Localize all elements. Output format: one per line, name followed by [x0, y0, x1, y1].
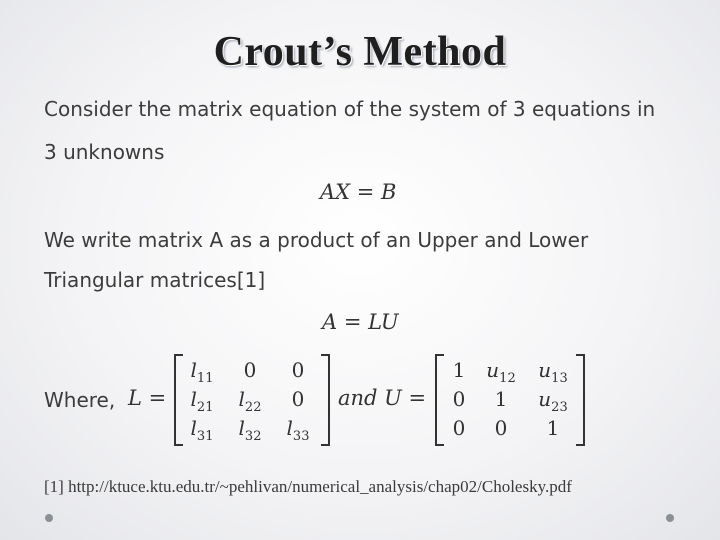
bullet-dot-right: [666, 514, 674, 522]
matrix-entry: 0: [452, 387, 466, 411]
bullet-dot-left: [45, 514, 53, 522]
right-bracket: [321, 354, 330, 446]
lu-text-line-2: Triangular matrices[1]: [44, 268, 266, 292]
matrix-entry: 1: [494, 387, 508, 411]
matrix-entry: 0: [452, 416, 466, 440]
l-matrix: [174, 354, 330, 442]
matrix-entry: $l_{22}$: [238, 387, 262, 415]
matrix-entry: 0: [291, 387, 305, 411]
matrix-entry: $u_{13}$: [538, 358, 568, 386]
matrix-entry: $u_{12}$: [486, 358, 516, 386]
matrix-entry: 0: [291, 358, 305, 382]
where-label: Where,: [44, 388, 116, 412]
right-bracket: [576, 354, 585, 446]
matrix-entry: $l_{32}$: [238, 416, 262, 444]
matrix-entry: $l_{11}$: [190, 358, 214, 386]
equation-a-lu: A = LU: [322, 310, 399, 334]
intro-text-line-1: Consider the matrix equation of the system of 3 equations in: [44, 97, 656, 121]
matrix-entry: $l_{31}$: [190, 416, 214, 444]
matrix-entry: 0: [243, 358, 257, 382]
matrix-entry: 0: [494, 416, 508, 440]
reference-footnote: [1] http://ktuce.ktu.edu.tr/~pehlivan/numerical_analysis/chap02/Cholesky.pdf: [44, 477, 572, 496]
l-equals-label: L =: [128, 386, 167, 410]
lu-text-line-1: We write matrix A as a product of an Upper and Lower: [44, 228, 589, 252]
matrix-entry: 1: [452, 358, 466, 382]
slide-title: Crout’s Method: [213, 29, 507, 75]
u-matrix: [435, 354, 585, 442]
matrix-entry: 1: [546, 416, 560, 440]
and-u-equals-label: and U =: [338, 386, 427, 410]
matrix-entry: $l_{33}$: [286, 416, 310, 444]
matrix-entry: $l_{21}$: [190, 387, 214, 415]
matrix-entry: $u_{23}$: [538, 387, 568, 415]
equation-ax-b: AX = B: [320, 180, 397, 204]
intro-text-line-2: 3 unknowns: [44, 140, 165, 164]
